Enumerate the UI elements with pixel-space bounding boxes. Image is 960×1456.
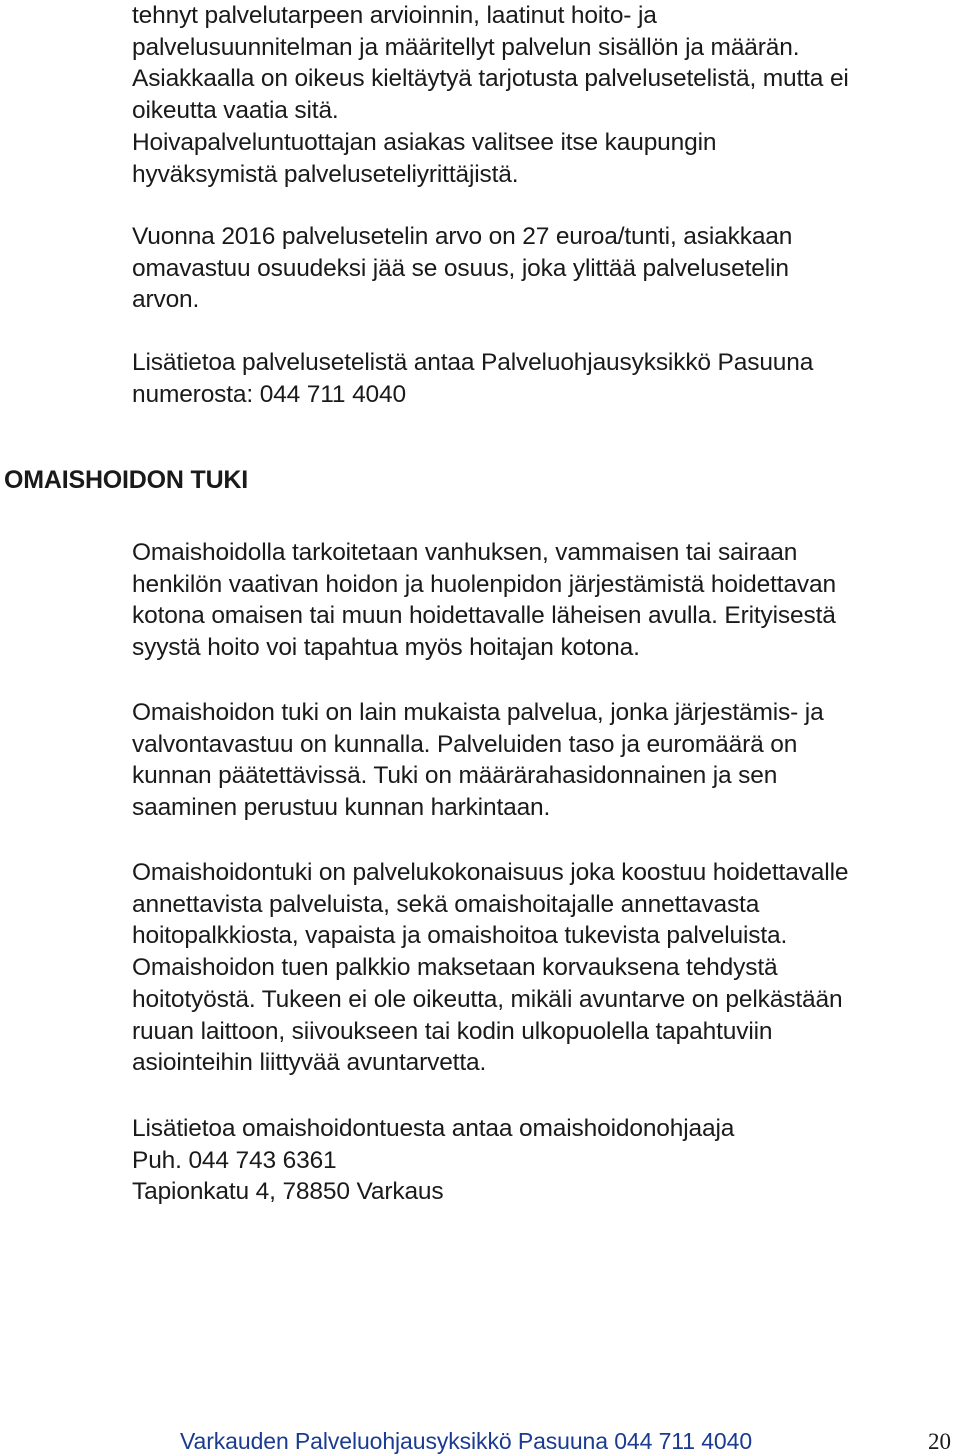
text-line: Omaishoidontuki on palvelukokonaisuus joka koostuu hoidettavalle [132,859,849,886]
text-line: Lisätietoa omaishoidontuesta antaa omaishoidonohjaaja [132,1115,735,1142]
text-line: saaminen perustuu kunnan harkintaan. [132,794,551,822]
text-line: henkilön vaativan hoidon ja huolenpidon järjestämistä hoidettavan [132,570,836,598]
text-line: omavastuu osuudeksi jää se osuus, joka ylittää palvelusetelin [132,254,789,282]
text-line: oikeutta vaatia sitä. [132,97,339,125]
text-line: numerosta: 044 711 4040 [132,380,406,408]
street-address: Tapionkatu 4, 78850 Varkaus [132,1178,444,1206]
section-heading: OMAISHOIDON TUKI [4,466,249,494]
text-line: Asiakkaalla on oikeus kieltäytyä tarjotusta palvelusetelistä, mutta ei [132,65,849,93]
text-line: annettavista palveluista, sekä omaishoitajalle annettavasta [132,890,760,918]
page-footer: Varkauden Palveluohjausyksikkö Pasuuna 044 711 4040 [180,1428,753,1454]
paragraph-palveluseteli-conditions [132,0,947,190]
text-line: Omaishoidolla tarkoitetaan vanhuksen, vammaisen tai sairaan [132,539,798,566]
paragraph-omaishoito-law [132,697,947,824]
text-line: Vuonna 2016 palvelusetelin arvo on 27 euroa/tunti, asiakkaan [132,223,793,250]
text-line: arvon. [132,286,200,314]
paragraph-omaishoito-services [132,857,947,1079]
text-line: Lisätietoa palvelusetelistä antaa Palveluohjausyksikkö Pasuuna [132,349,814,376]
text-line: hoitotyöstä. Tukeen ei ole oikeutta, mikäli avuntarve on pelkästään [132,985,843,1013]
phone-number: Puh. 044 743 6361 [132,1146,337,1174]
page-number: 20 [928,1429,951,1454]
text-line: syystä hoito voi tapahtua myös hoitajan kotona. [132,634,640,662]
text-line: kunnan päätettävissä. Tuki on määrärahasidonnainen ja sen [132,762,778,790]
text-line: asiointeihin liittyvää avuntarvetta. [132,1049,487,1077]
text-line: Omaishoidon tuen palkkio maksetaan korvauksena tehdystä [132,954,778,982]
paragraph-voucher-value [132,221,947,316]
text-line: Hoivapalveluntuottajan asiakas valitsee itse kaupungin [132,128,717,156]
paragraph-contact-info [132,1113,947,1208]
text-line: tehnyt palvelutarpeen arvioinnin, laatinut hoito- ja [132,2,657,29]
paragraph-omaishoito-definition [132,537,947,664]
text-line: Omaishoidon tuki on lain mukaista palvelua, jonka järjestämis- ja [132,699,824,726]
text-line: hyväksymistä palveluseteliyrittäjistä. [132,160,519,188]
text-line: hoitopalkkiosta, vapaista ja omaishoitoa tukevista palveluista. [132,922,788,950]
text-line: palvelusuunnitelman ja määritellyt palvelun sisällön ja määrän. [132,33,800,61]
paragraph-voucher-info [132,347,947,410]
text-line: kotona omaisen tai muun hoidettavalle läheisen avulla. Erityisestä [132,602,836,630]
text-line: ruuan laittoon, siivoukseen tai kodin ulkopuolella tapahtuviin [132,1017,773,1045]
text-line: valvontavastuu on kunnalla. Palveluiden taso ja euromäärä on [132,730,798,758]
